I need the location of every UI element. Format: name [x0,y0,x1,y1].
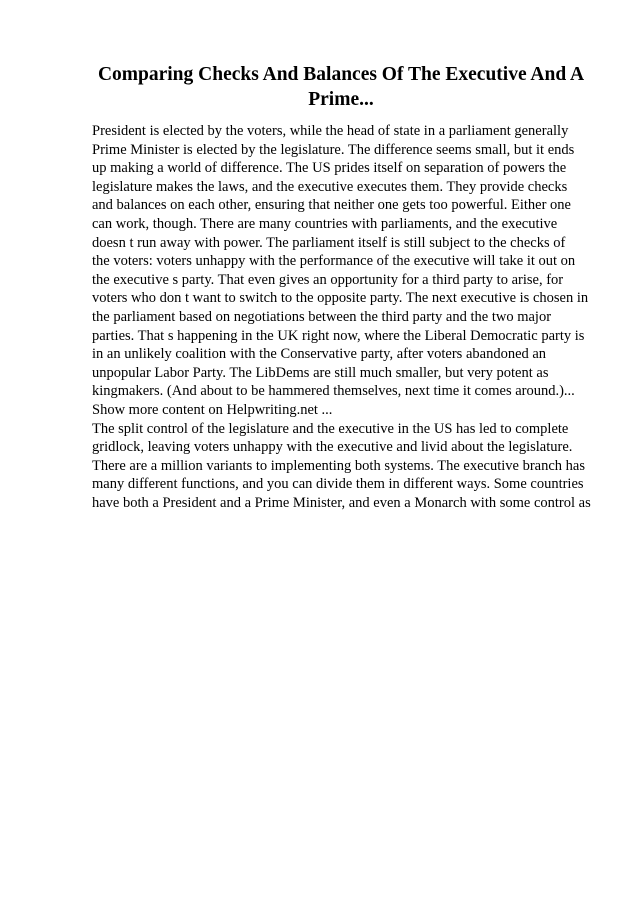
document-title [92,62,590,112]
body-line: gridlock, leaving voters unhappy with the executive and livid about the legislature. [92,439,573,456]
body-line: have both a President and a Prime Minister, and even a Monarch with some control as [92,494,591,511]
body-line: many different functions, and you can divide them in different ways. Some countries [92,476,584,493]
body-line: doesn t run away with power. The parliament itself is still subject to the checks of [92,234,566,251]
body-line: Prime Minister is elected by the legislature. The difference seems small, but it ends [92,141,575,158]
body-line: parties. That s happening in the UK right now, where the Liberal Democratic party is [92,327,585,344]
body-line: can work, though. There are many countries with parliaments, and the executive [92,215,558,232]
body-line: in an unlikely coalition with the Conservative party, after voters abandoned an [92,346,547,363]
body-line: There are a million variants to implementing both systems. The executive branch has [92,457,585,474]
body-line: the voters: voters unhappy with the performance of the executive will take it out on [92,253,576,270]
title-line: Comparing Checks And Balances Of The Executive And A [97,64,585,85]
title-line: Prime... [308,89,374,110]
body-line: the parliament based on negotiations between the third party and the two major [92,308,552,325]
body-line: and balances on each other, ensuring that neither one gets too powerful. Either one [92,197,571,214]
body-line: Show more content on Helpwriting.net ... [92,401,333,418]
body-line: legislature makes the laws, and the executive executes them. They provide checks [92,178,568,195]
body-line: unpopular Labor Party. The LibDems are still much smaller, but very potent as [92,364,549,381]
body-line: up making a world of difference. The US prides itself on separation of powers the [92,160,567,177]
body-line: kingmakers. (And about to be hammered themselves, next time it comes around.)... [92,383,575,400]
body-line: voters who don t want to switch to the opposite party. The next executive is chosen in [92,290,589,307]
body-line: The split control of the legislature and the executive in the US has led to complete [92,420,569,437]
document-body [92,122,632,512]
body-line: President is elected by the voters, while the head of state in a parliament generally [92,123,569,139]
body-line: the executive s party. That even gives an opportunity for a third party to arise, for [92,271,564,288]
